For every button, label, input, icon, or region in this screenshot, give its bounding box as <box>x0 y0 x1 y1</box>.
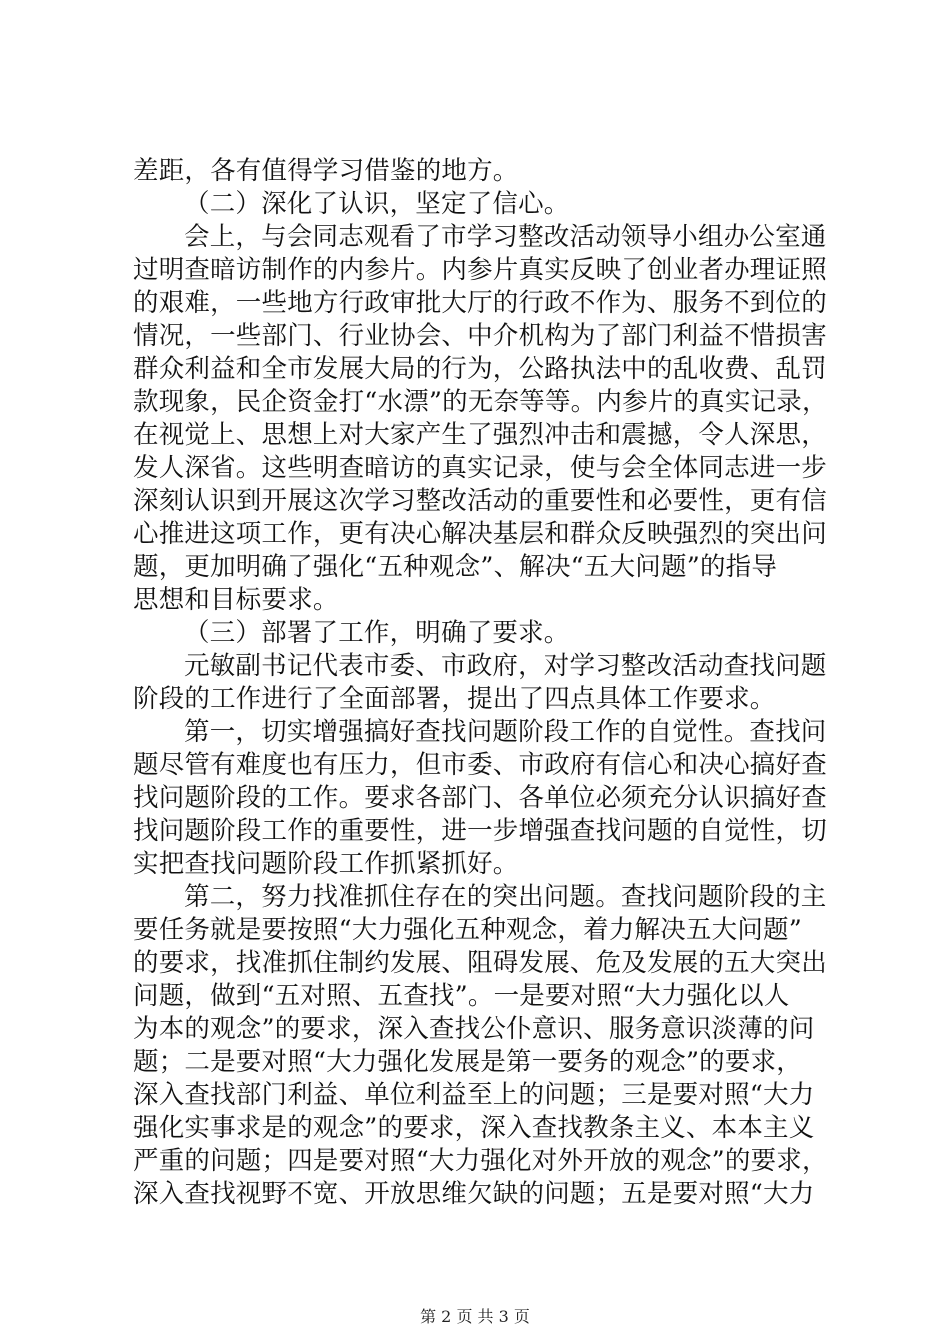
text-line: 在视觉上、思想上对大家产生了强烈冲击和震撼，令人深思， <box>133 420 827 450</box>
text-line: 实把查找问题阶段工作抓紧抓好。 <box>133 849 519 879</box>
text-line: 的艰难，一些地方行政审批大厅的行政不作为、服务不到位的 <box>133 288 827 318</box>
text-line: 款现象，民企资金打“水漂”的无奈等等。内参片的真实记录， <box>133 387 828 417</box>
text-line: 找问题阶段的工作。要求各部门、各单位必须充分认识搞好查 <box>133 783 827 813</box>
text-line: 深入查找视野不宽、开放思维欠缺的问题；五是要对照“大力 <box>133 1179 815 1209</box>
text-line: （二）深化了认识，坚定了信心。 <box>184 189 570 219</box>
text-line: 深入查找部门利益、单位利益至上的问题；三是要对照“大力 <box>133 1080 815 1110</box>
text-line: 强化实事求是的观念”的要求，深入查找教条主义、本本主义 <box>133 1113 815 1143</box>
text-line: 元敏副书记代表市委、市政府，对学习整改活动查找问题 <box>184 651 827 681</box>
text-line: 题，更加明确了强化“五种观念”、解决“五大问题”的指导 <box>133 552 778 582</box>
text-line: 严重的问题；四是要对照“大力强化对外开放的观念”的要求， <box>133 1146 828 1176</box>
text-line: 发人深省。这些明查暗访的真实记录，使与会全体同志进一步 <box>133 453 827 483</box>
text-line: 为本的观念”的要求，深入查找公仆意识、服务意识淡薄的问 <box>133 1014 815 1044</box>
text-line: 第一，切实增强搞好查找问题阶段工作的自觉性。查找问 <box>184 717 827 747</box>
text-line: 阶段的工作进行了全面部署，提出了四点具体工作要求。 <box>133 684 776 714</box>
text-line: 要任务就是要按照“大力强化五种观念，着力解决五大问题” <box>133 915 802 945</box>
body-text <box>133 155 833 1211</box>
text-line: 题；二是要对照“大力强化发展是第一要务的观念”的要求， <box>133 1047 802 1077</box>
text-line: 群众利益和全市发展大局的行为，公路执法中的乱收费、乱罚 <box>133 354 827 384</box>
text-line: 深刻认识到开展这次学习整改活动的重要性和必要性，更有信 <box>133 486 827 516</box>
text-line: 题尽管有难度也有压力，但市委、市政府有信心和决心搞好查 <box>133 750 827 780</box>
text-line: 的要求，找准抓住制约发展、阻碍发展、危及发展的五大突出 <box>133 948 827 978</box>
page-footer: 第 2 页 共 3 页 <box>420 1307 530 1326</box>
text-line: 会上，与会同志观看了市学习整改活动领导小组办公室通 <box>184 222 827 252</box>
text-line: 问题，做到“五对照、五查找”。一是要对照“大力强化以人 <box>133 981 790 1011</box>
text-line: 情况，一些部门、行业协会、中介机构为了部门利益不惜损害 <box>133 321 827 351</box>
text-line: 差距，各有值得学习借鉴的地方。 <box>133 156 519 186</box>
text-line: 思想和目标要求。 <box>133 585 339 615</box>
text-line: 第二，努力找准抓住存在的突出问题。查找问题阶段的主 <box>184 882 827 912</box>
text-line: 心推进这项工作，更有决心解决基层和群众反映强烈的突出问 <box>133 519 827 549</box>
text-line: 过明查暗访制作的内参片。内参片真实反映了创业者办理证照 <box>133 255 827 285</box>
text-line: （三）部署了工作，明确了要求。 <box>184 618 570 648</box>
text-line: 找问题阶段工作的重要性，进一步增强查找问题的自觉性，切 <box>133 816 827 846</box>
